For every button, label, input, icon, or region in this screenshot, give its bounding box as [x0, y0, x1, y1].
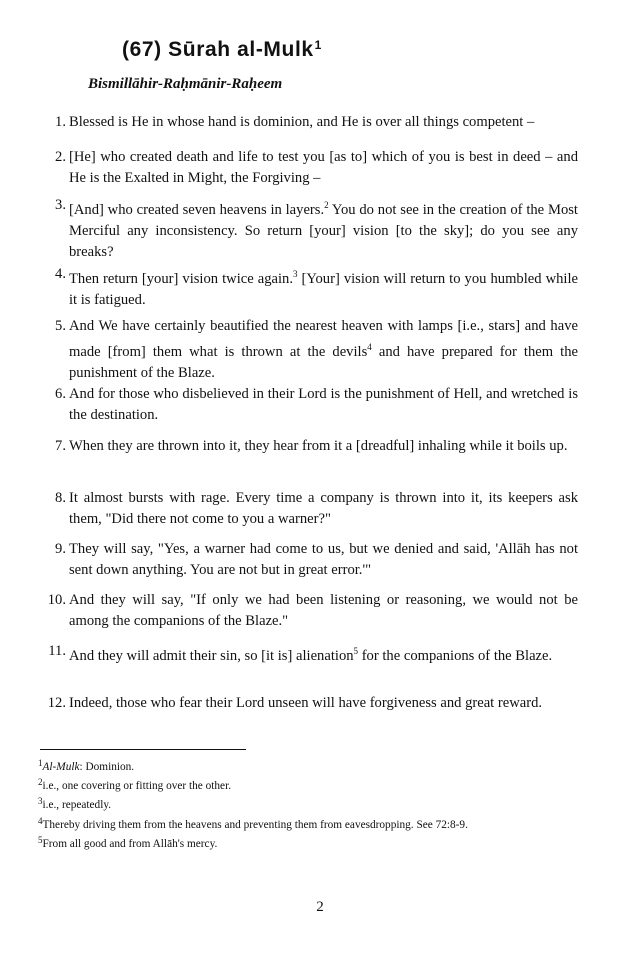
verse-text-part: and have prepared for them the punishment of the Blaze. — [69, 344, 578, 381]
footnote-2 — [38, 775, 578, 794]
verse-number: 3. — [55, 197, 66, 213]
verse-text-part: [Your] vision will return to you humbled while it is fatigued. — [69, 271, 579, 308]
verse-1 — [40, 112, 578, 133]
footnote-mark: 5 — [38, 834, 43, 845]
footnote-term: Al-Mulk — [42, 761, 80, 773]
verse-number: 7. — [55, 438, 66, 454]
verse-12 — [40, 693, 578, 714]
footnote-mark: 1 — [38, 758, 43, 768]
footnote-text: i.e., repeatedly. — [42, 799, 112, 812]
verse-text: It almost bursts with rage. Every time a company is thrown into it, its keepers ask them, "Did there not come to you a warner?" — [69, 490, 578, 527]
footnote-text: : Dominion. — [79, 761, 135, 773]
verse-2 — [40, 147, 578, 189]
verse-text: [He] who created death and life to test you [as to] which of you is best in deed – and He is the Exalted in Might, the Forgiving – — [69, 149, 578, 186]
verse-text — [69, 316, 578, 384]
verse-text-part: And We have certainly beautified the nearest heaven with lamps [i.e., stars] and have made [from] them what is thrown at the devils — [69, 318, 578, 360]
verse-text: And they will say, "If only we had been listening or reasoning, we would not be among the companions of the Blaze." — [69, 592, 578, 629]
verse-9 — [40, 539, 578, 581]
footnote-mark: 2 — [38, 777, 43, 788]
verse-10 — [40, 590, 578, 632]
footnote-5 — [38, 833, 578, 852]
verse-number: 4. — [55, 266, 66, 282]
verse-text-part: [And] who created seven heavens in layers. — [69, 202, 325, 218]
verse-text — [69, 195, 578, 263]
verse-11 — [40, 641, 578, 667]
footnote-text: From all good and from Allāh's mercy. — [42, 837, 218, 850]
footnote-text: i.e., one covering or fitting over the other. — [42, 780, 232, 793]
page-number: 2 — [316, 899, 324, 915]
footnote-3 — [38, 794, 578, 813]
verse-number: 11. — [48, 643, 66, 659]
footnote-1 — [38, 756, 578, 775]
footnotes — [38, 756, 578, 852]
verse-number: 12. — [47, 695, 66, 711]
footnote-mark: 3 — [38, 796, 43, 807]
verse-number: 8. — [55, 490, 66, 506]
verse-text: Indeed, those who fear their Lord unseen will have forgiveness and great reward. — [69, 695, 543, 711]
verse-text — [69, 641, 578, 667]
verse-6 — [40, 384, 578, 426]
footnote-ref: 2 — [324, 200, 329, 210]
verse-number: 2. — [55, 149, 66, 165]
verse-number: 9. — [55, 541, 66, 557]
verse-3 — [40, 195, 578, 263]
verse-text-part: for the companions of the Blaze. — [358, 648, 553, 664]
verse-8 — [40, 488, 578, 530]
surah-title — [122, 38, 322, 62]
verse-text-part: And they will admit their sin, so [it is] alienation — [69, 648, 354, 664]
verse-number: 5. — [55, 318, 66, 334]
verse-text: When they are thrown into it, they hear from it a [dreadful] inhaling while it boils up. — [69, 438, 568, 454]
verse-text-part: Then return [your] vision twice again. — [69, 271, 294, 287]
verse-text: They will say, "Yes, a warner had come to us, but we denied and said, 'Allāh has not sent down anything. You are not but in great error.'" — [69, 541, 578, 578]
surah-title-text: (67) Sūrah al-Mulk — [122, 38, 314, 61]
verse-text — [69, 264, 578, 311]
verse-5 — [40, 316, 578, 384]
footnote-mark: 4 — [38, 815, 43, 826]
verse-text: Blessed is He in whose hand is dominion, and He is over all things competent – — [69, 114, 535, 130]
footnote-ref: 4 — [367, 342, 372, 352]
verse-number: 6. — [55, 386, 66, 402]
verse-7 — [40, 436, 578, 457]
footnote-ref: 3 — [293, 269, 298, 279]
verse-text: And for those who disbelieved in their Lord is the punishment of Hell, and wretched is the destination. — [69, 386, 578, 423]
footnote-4 — [38, 814, 578, 833]
verse-text-part: You do not see in the creation of the Most Merciful any inconsistency. So return [your] vision [to the sky]; do you see any breaks? — [69, 202, 578, 260]
verse-number: 10. — [47, 592, 66, 608]
footnote-text: Thereby driving them from the heavens and preventing them from eavesdropping. See 72:8-9. — [42, 818, 468, 831]
verse-4 — [40, 264, 578, 311]
title-footnote-ref: 1 — [314, 38, 322, 52]
verse-number: 1. — [55, 114, 66, 130]
footnote-divider — [40, 749, 246, 750]
footnote-ref: 5 — [353, 646, 359, 656]
basmala: Bismillāhir-Raḥmānir-Raḥeem — [88, 76, 283, 92]
